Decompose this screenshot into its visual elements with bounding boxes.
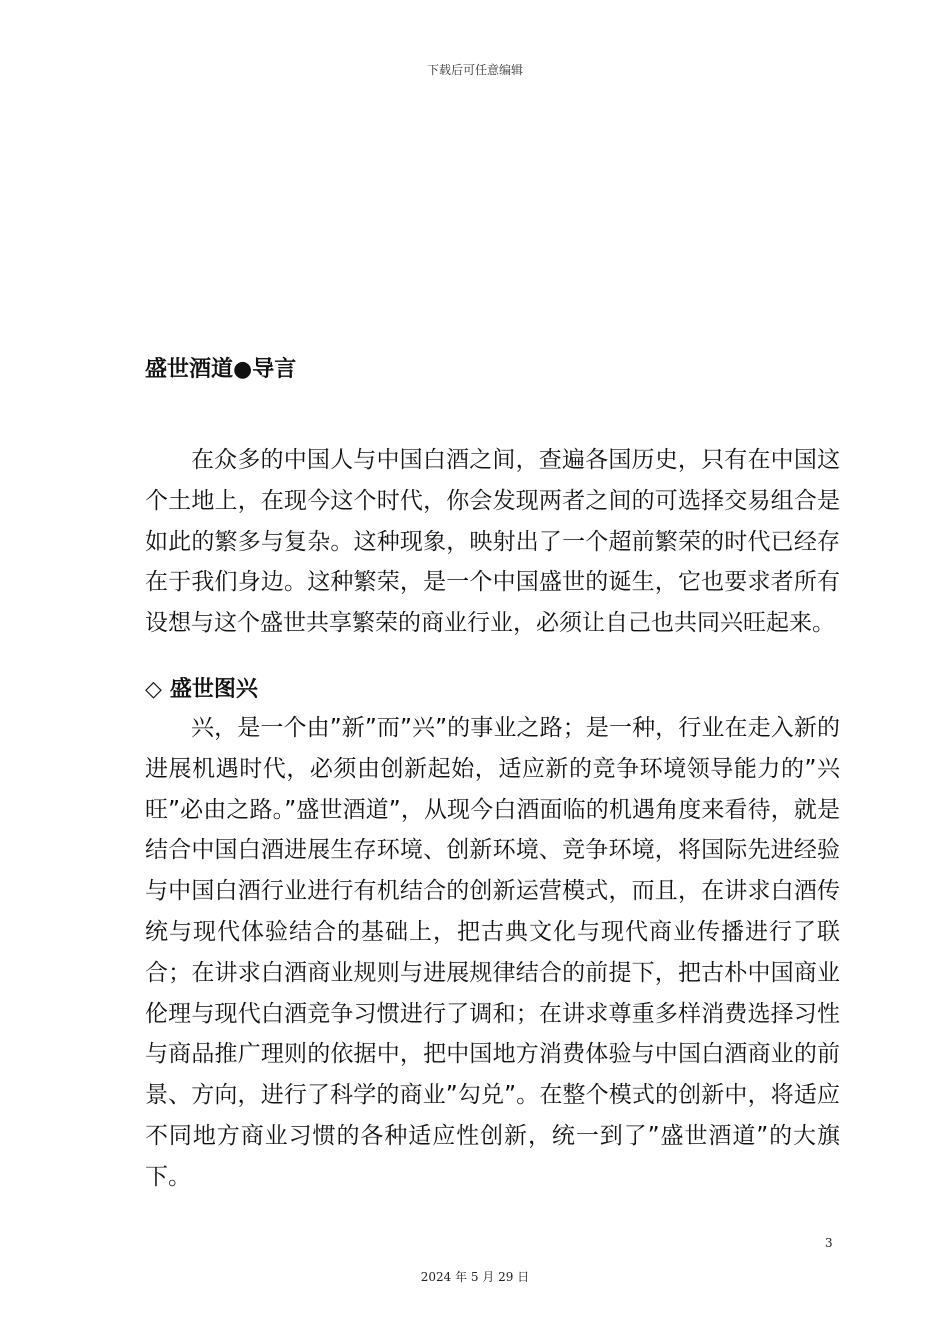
- footer-date: 2024 年 5 月 29 日: [420, 1270, 530, 1284]
- section-paragraph: 兴，是一个由”新”而”兴”的事业之路；是一种，行业在走入新的进展机遇时代，必须由创新起始，适应新的竞争环境领导能力的”兴旺”必由之路。”盛世酒道”，从现今白酒面临的机遇角度来看待，就是结合中国白酒进展生存环境、创新环境、竞争环境，将国际先进经验与中国白酒行业进行有机结合的创新运营模式，而且，在讲求白酒传统与现代体验结合的基础上，把古典文化与现代商业传播进行了联合；在讲求白酒商业规则与进展规律结合的前提下，把古朴中国商业伦理与现代白酒竞争习惯进行了调和；在讲求尊重多样消费选择习性与商品推广理则的依据中，把中国地方消费体验与中国白酒商业的前景、方向，进行了科学的商业”勾兑”。在整个模式的创新中，将适应不同地方商业习惯的各种适应性创新，统一到了”盛世酒道”的大旗下。: [145, 715, 840, 1190]
- diamond-bullet-icon: ◇: [145, 677, 162, 702]
- section-heading-text: 盛世图兴: [169, 677, 258, 702]
- intro-paragraph: 在众多的中国人与中国白酒之间，查遍各国历史，只有在中国这个土地上，在现今这个时代，你会发现两者之间的可选择交易组合是如此的繁多与复杂。这种现象，映射出了一个超前繁荣的时代已经存在于我们身边。这种繁荣，是一个中国盛世的诞生，它也要求者所有设想与这个盛世共享繁荣的商业行业，必须让自己也共同兴旺起来。: [145, 447, 840, 637]
- page-number: 3: [825, 1236, 833, 1250]
- document-title: 盛世酒道●导言: [145, 357, 297, 382]
- section-heading: [145, 672, 258, 703]
- page-header-note: 下载后可任意编辑: [426, 63, 523, 77]
